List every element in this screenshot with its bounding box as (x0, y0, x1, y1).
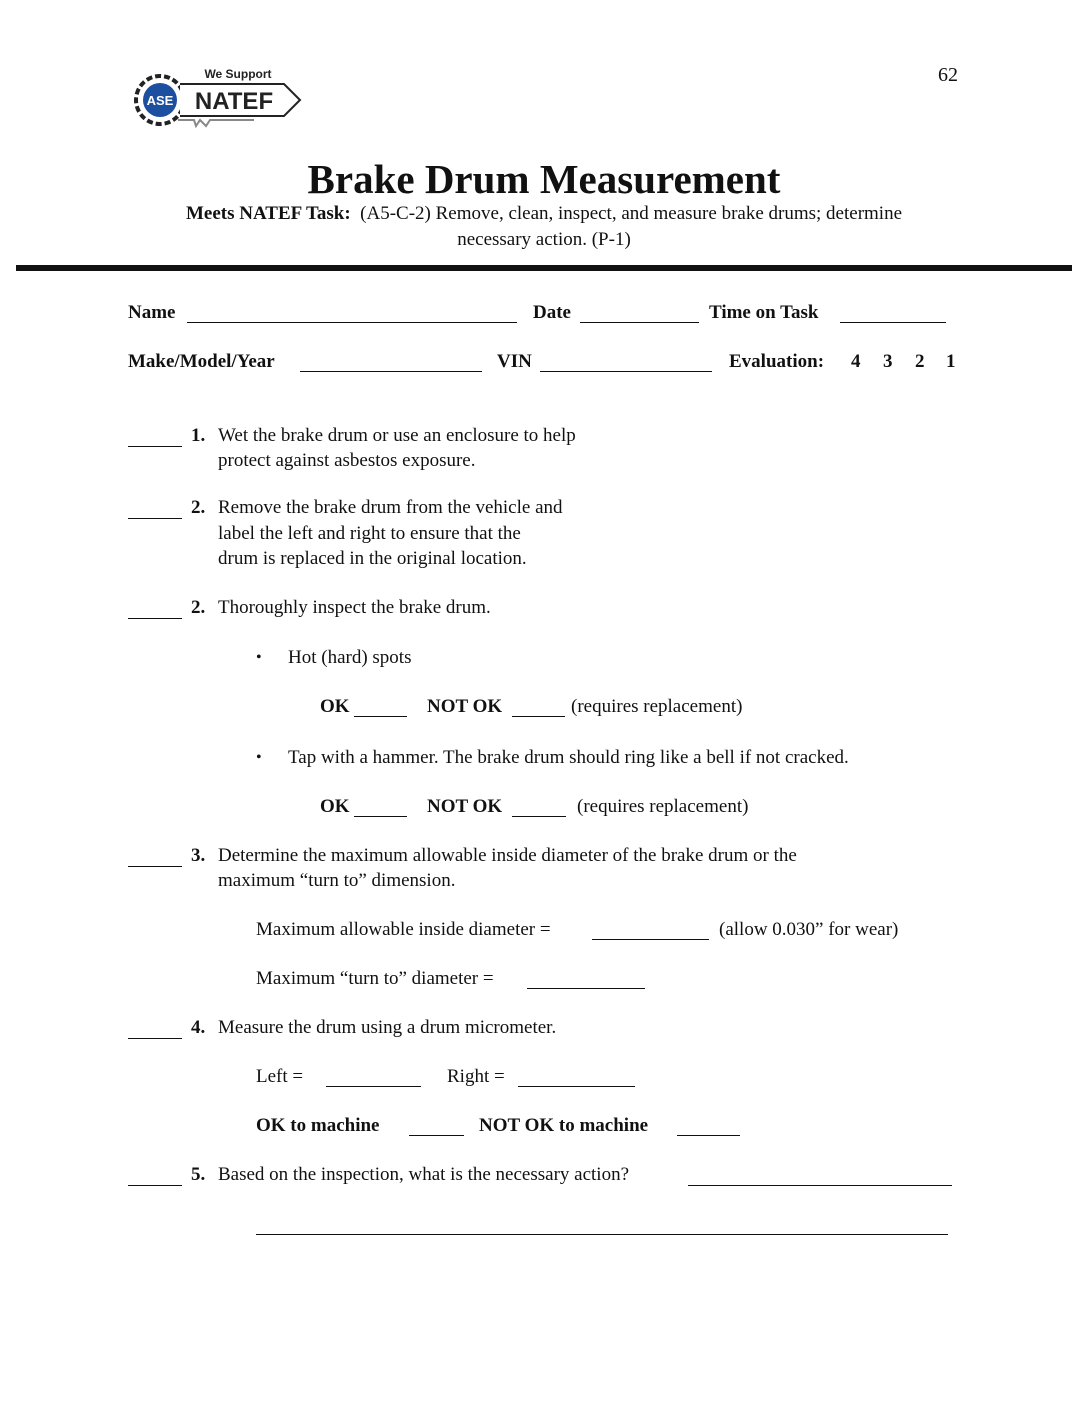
step-5-number: 5. (191, 1164, 206, 1185)
ring-ok-label: OK (320, 796, 350, 817)
right-measure-field[interactable] (518, 1086, 635, 1087)
bullet-icon: • (256, 649, 262, 666)
evaluation-score-3[interactable]: 3 (883, 351, 893, 372)
hot-spots-not-ok-blank[interactable] (512, 716, 565, 717)
page-title: Brake Drum Measurement (307, 156, 781, 202)
step-3-number: 3. (191, 845, 206, 866)
name-field[interactable] (187, 322, 517, 323)
max-turn-to-diameter-field[interactable] (527, 988, 645, 989)
step-2-text-line1: Remove the brake drum from the vehicle and (218, 497, 563, 518)
evaluation-score-4[interactable]: 4 (851, 351, 861, 372)
ok-to-machine-blank[interactable] (409, 1135, 464, 1136)
name-label: Name (128, 302, 176, 323)
time-on-task-label: Time on Task (709, 302, 819, 323)
ase-badge-text: ASE (146, 93, 174, 108)
step-3-text-line2: maximum “turn to” dimension. (218, 870, 456, 891)
step-4-check-blank[interactable] (128, 1038, 182, 1039)
ring-ok-blank[interactable] (354, 816, 407, 817)
step-1-text-line2: protect against asbestos exposure. (218, 450, 476, 471)
date-label: Date (533, 302, 571, 323)
step-5-check-blank[interactable] (128, 1185, 182, 1186)
left-measure-label: Left = (256, 1066, 304, 1087)
step-4-number: 4. (191, 1017, 206, 1038)
max-allowable-diameter-field[interactable] (592, 939, 709, 940)
step-3-text-line1: Determine the maximum allowable inside diameter of the brake drum or the (218, 845, 797, 866)
hot-spots-text: Hot (hard) spots (288, 647, 412, 668)
step-2-check-blank[interactable] (128, 518, 182, 519)
hot-spots-requires-text: (requires replacement) (571, 696, 743, 717)
step-2b-number: 2. (191, 597, 206, 618)
hot-spots-ok-label: OK (320, 696, 350, 717)
header-divider (16, 265, 1072, 271)
necessary-action-field[interactable] (688, 1185, 952, 1186)
evaluation-label: Evaluation: (729, 351, 825, 372)
step-4-text: Measure the drum using a drum micrometer. (218, 1017, 557, 1038)
evaluation-score-1[interactable]: 1 (946, 351, 956, 372)
not-ok-to-machine-blank[interactable] (677, 1135, 740, 1136)
bullet-icon: • (256, 749, 262, 766)
step-5-text: Based on the inspection, what is the necessary action? (218, 1164, 630, 1185)
allow-wear-note: (allow 0.030” for wear) (719, 919, 899, 940)
evaluation-score-2[interactable]: 2 (915, 351, 925, 372)
hot-spots-not-ok-label: NOT OK (427, 696, 503, 717)
natef-task-line2: necessary action. (P-1) (457, 229, 631, 250)
vin-label: VIN (497, 351, 532, 372)
natef-logo (134, 62, 302, 138)
natef-task-text: (A5-C-2) Remove, clean, inspect, and measure brake drums; determine (360, 203, 903, 224)
left-measure-field[interactable] (326, 1086, 421, 1087)
step-2-text-line2: label the left and right to ensure that the (218, 523, 521, 544)
step-2b-check-blank[interactable] (128, 618, 182, 619)
make-model-year-label: Make/Model/Year (128, 351, 275, 372)
max-allowable-diameter-label: Maximum allowable inside diameter = (256, 919, 551, 940)
hammer-tap-text: Tap with a hammer. The brake drum should ring like a bell if not cracked. (288, 747, 849, 768)
step-2-text-line3: drum is replaced in the original location. (218, 548, 527, 569)
ring-not-ok-blank[interactable] (512, 816, 566, 817)
page-number: 62 (938, 64, 958, 86)
time-on-task-field[interactable] (840, 322, 946, 323)
step-1-text-line1: Wet the brake drum or use an enclosure to help (218, 425, 576, 446)
hot-spots-ok-blank[interactable] (354, 716, 407, 717)
right-measure-label: Right = (447, 1066, 505, 1087)
date-field[interactable] (580, 322, 699, 323)
ring-requires-text: (requires replacement) (577, 796, 749, 817)
ring-not-ok-label: NOT OK (427, 796, 503, 817)
natef-task-line1 (0, 203, 1088, 225)
step-1-check-blank[interactable] (128, 446, 182, 447)
vin-field[interactable] (540, 371, 712, 372)
step-1-number: 1. (191, 425, 206, 446)
ok-to-machine-label: OK to machine (256, 1115, 380, 1136)
step-3-check-blank[interactable] (128, 866, 182, 867)
logo-top-text: We Support (204, 67, 272, 81)
step-2-number: 2. (191, 497, 206, 518)
natef-task-label: Meets NATEF Task: (185, 203, 351, 224)
make-model-year-field[interactable] (300, 371, 482, 372)
not-ok-to-machine-label: NOT OK to machine (479, 1115, 649, 1136)
max-turn-to-diameter-label: Maximum “turn to” diameter = (256, 968, 494, 989)
step-2b-text: Thoroughly inspect the brake drum. (218, 597, 491, 618)
necessary-action-field-line2[interactable] (256, 1234, 948, 1235)
logo-main-text: NATEF (194, 88, 274, 115)
